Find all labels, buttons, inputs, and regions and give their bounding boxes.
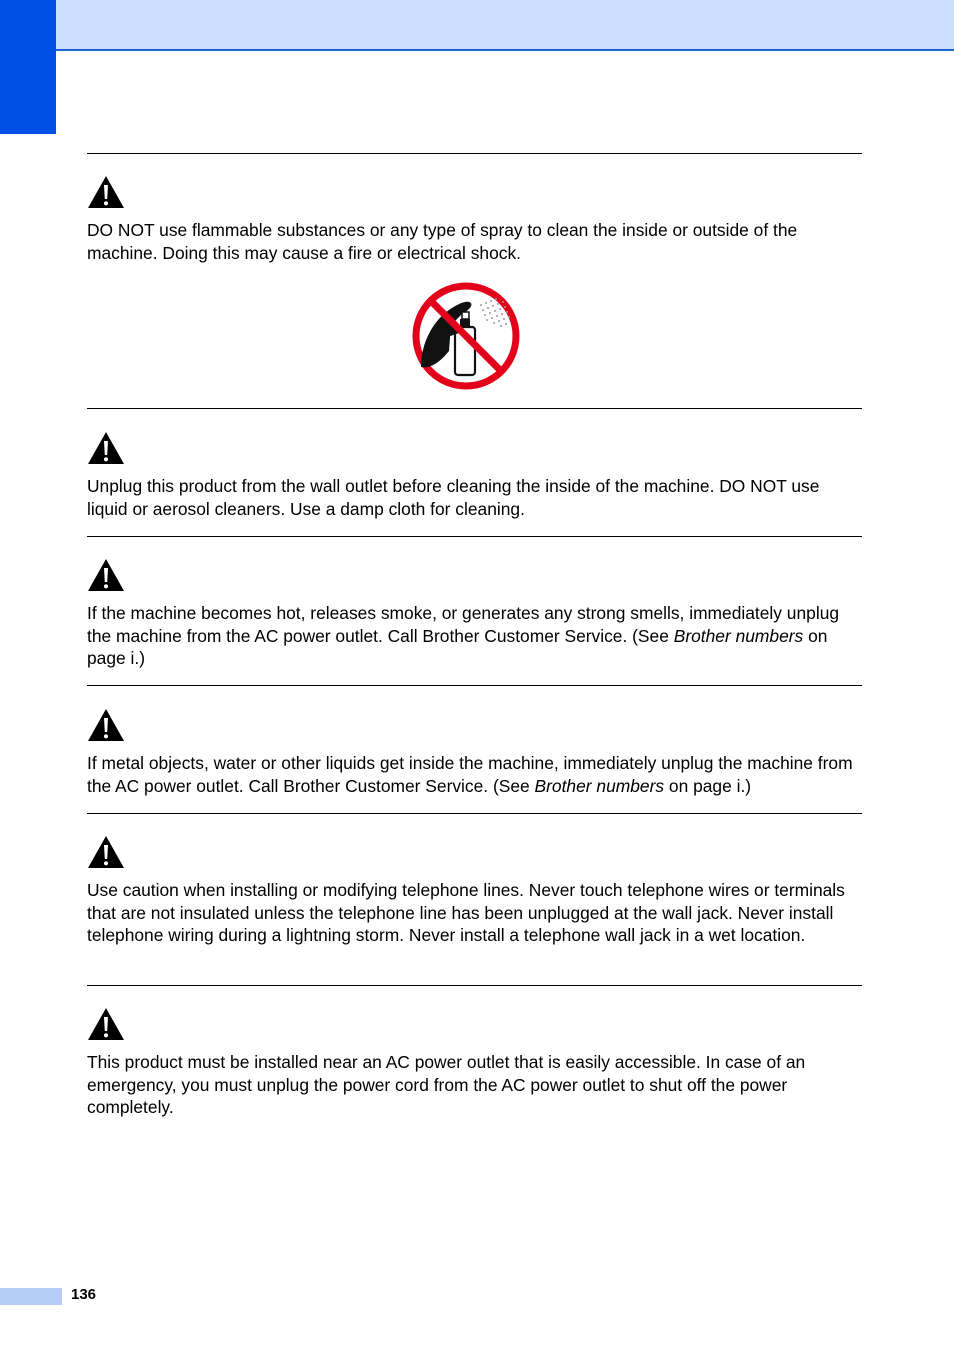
link-brother-numbers[interactable]: Brother numbers: [534, 775, 665, 796]
no-flammable-spray-icon: [411, 281, 521, 391]
warning-text: DO NOT use flammable substances or any type of spray to clean the inside or outside of the machine. Doing this may cause a fire or electrical shock.: [87, 220, 798, 263]
header-band: [0, 0, 954, 51]
link-brother-numbers[interactable]: Brother numbers: [673, 625, 804, 646]
warning-text: Use caution when installing or modifying telephone lines. Never touch telephone wires or terminals that are not insulated unless the telephone line has been unplugged at the wall jack. Never install telephone wiring during a lightning storm. Never install a telephone wall jack in a wet location.: [87, 880, 845, 945]
page-number: 136: [71, 1286, 97, 1303]
divider: [87, 685, 862, 686]
divider: [87, 408, 862, 409]
warning-triangle-icon: [87, 558, 125, 592]
page-tab: [0, 1288, 62, 1305]
warning-text: If the machine becomes hot, releases smoke, or generates any strong smells, immediately unplug the machine from the AC power outlet. Call Brother Customer Service. (See Brother numbers on page i.): [87, 603, 840, 668]
warning-triangle-icon: [87, 175, 125, 209]
warning-text: Unplug this product from the wall outlet before cleaning the inside of the machine. DO NOT use liquid or aerosol cleaners. Use a damp cloth for cleaning.: [87, 476, 820, 519]
chapter-tab: [0, 0, 56, 134]
divider: [87, 536, 862, 537]
divider: [87, 813, 862, 814]
warning-text: This product must be installed near an AC power outlet that is easily accessible. In case of an emergency, you must unplug the power cord from the AC power outlet to shut off the power completely.: [87, 1052, 806, 1117]
divider: [87, 985, 862, 986]
warning-triangle-icon: [87, 1007, 125, 1041]
divider: [87, 153, 862, 154]
warning-triangle-icon: [87, 431, 125, 465]
warning-triangle-icon: [87, 835, 125, 869]
warning-text: If metal objects, water or other liquids get inside the machine, immediately unplug the machine from the AC power outlet. Call Brother Customer Service. (See Brother numbers on page i.): [87, 753, 853, 796]
warning-triangle-icon: [87, 708, 125, 742]
